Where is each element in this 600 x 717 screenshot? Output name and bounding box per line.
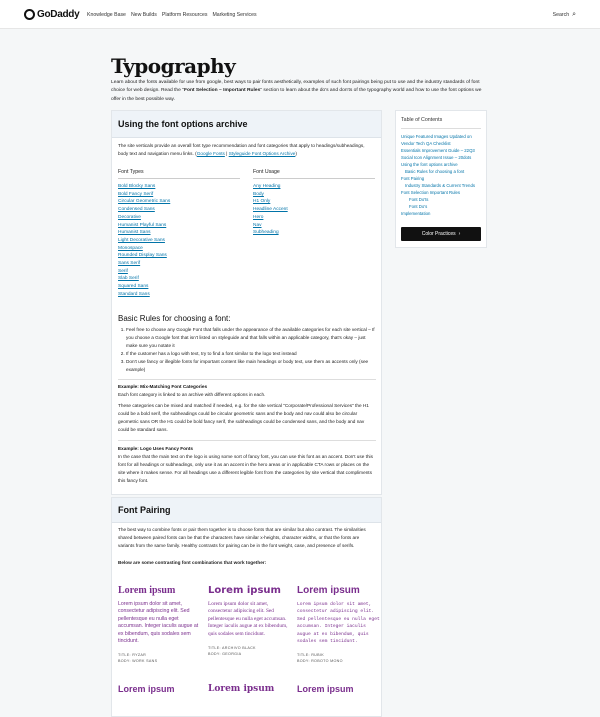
sample-title: Lorem ipsum bbox=[208, 585, 281, 596]
font-type-link[interactable]: Light Decorative Sans bbox=[118, 237, 165, 243]
sample-meta bbox=[297, 653, 381, 664]
font-archive-card bbox=[111, 110, 382, 495]
font-usage-link[interactable]: Nav bbox=[253, 222, 262, 228]
example-mix-match-para: These categories can be mixed and matched if needed, e.g. for the site vertical "Corporate/Professional Services" the H1 could be a bold serif, the subheadings could be circular geometric sans and the body and nav could also be circular geometric sans OR the H1 could be bold fancy serif, the subheadings could be condensed sans, and the body and nav could be standard sans. bbox=[118, 403, 369, 432]
godaddy-logo-icon bbox=[24, 9, 35, 20]
rule-item: 2. If the customer has a logo with text, try to find a font similar to the logo text instead bbox=[126, 350, 376, 358]
font-type-link[interactable]: Circular Geometric Sans bbox=[118, 199, 171, 205]
archive-description bbox=[118, 142, 373, 158]
pairing-sample-2 bbox=[208, 585, 292, 657]
color-practices-label: Color Practices bbox=[421, 231, 456, 237]
pairing-sample-4 bbox=[118, 684, 202, 694]
page-title: Typography bbox=[111, 54, 236, 78]
search-label: Search bbox=[552, 12, 570, 18]
table-of-contents bbox=[395, 110, 487, 248]
nav-link-new-builds[interactable]: New Builds bbox=[130, 12, 157, 18]
basic-rules-heading: Basic Rules for choosing a font: bbox=[118, 314, 231, 323]
archive-card-header bbox=[112, 111, 381, 138]
example-mix-match-title: Example: Mix-Matching Font Categories bbox=[118, 384, 208, 389]
font-type-link[interactable]: Decorative bbox=[118, 214, 141, 220]
toc-link[interactable]: Essentials Improvement Guide – 22Q3 bbox=[401, 148, 475, 153]
pairing-sample-1 bbox=[118, 585, 202, 665]
pairing-paragraph: The best way to combine fonts or pair them together is to choose fonts that are similar but also contrast. The similarities shared between paired fonts can be that the characters have similar x-heights, character widths, or that the fonts are variants from the same family. Healthy contrasts for pairing can be in the font weight, case, and presence of serifs. bbox=[118, 527, 366, 548]
font-type-link[interactable]: Sans Serif bbox=[118, 261, 141, 267]
search-button[interactable] bbox=[553, 11, 576, 19]
top-navbar bbox=[0, 0, 600, 29]
example-logo-fonts-para: In the case that the main text on the logo is using some sort of fancy font, you can use this font as an accent. Don't use this font for all headings or subheadings, only use it as an accent in the hero areas or in applicable CTA rows or places on the site where it makes sense. For all headings use a different legible font from the categories by site vertical that compliments this fancy font. bbox=[118, 454, 373, 483]
font-type-link[interactable]: Standard Sans bbox=[118, 291, 150, 297]
font-usage-link[interactable]: H1 Only bbox=[253, 199, 271, 205]
font-usage-link[interactable]: Subheading bbox=[253, 230, 279, 236]
example-mix-match bbox=[118, 383, 376, 434]
sample-meta bbox=[208, 646, 292, 657]
toc-link[interactable]: Font Do's bbox=[409, 204, 428, 209]
toc-link[interactable]: Font Do'ts bbox=[409, 197, 429, 202]
font-type-link[interactable]: Serif bbox=[118, 268, 128, 274]
logo-text: GoDaddy bbox=[37, 9, 80, 20]
nav-link-marketing-services[interactable]: Marketing Services bbox=[212, 12, 257, 18]
font-usage-link[interactable]: Any Heading bbox=[253, 184, 281, 189]
toc-link[interactable]: Implementation bbox=[401, 211, 431, 216]
archive-desc-text: The site verticals provide an overall font type recommendation and font categories that apply to headings/subheadings, body text and navigation menu links. ( bbox=[118, 143, 365, 156]
rule-item: 3. Don't use fancy or illegible fonts for important content like main headings or body text, use them as accents only (see example) bbox=[126, 358, 376, 374]
font-type-link[interactable]: Monospace bbox=[118, 245, 143, 251]
sample-body: Lorem ipsum dolor sit amet, consectetur adipiscing elit. Sed pellentesque eu nulla eget accumsan. Integer iaculis augue at ex bibendum, quis sodales sem tincidunt. bbox=[208, 601, 288, 637]
toc-link[interactable]: Industry Standards & Current Trends bbox=[405, 183, 475, 188]
toc-link[interactable]: Social Icon Alignment Issue – 20dots bbox=[401, 155, 472, 160]
toc-link[interactable]: Unique Featured Images Updated on bbox=[401, 134, 472, 139]
styleguide-archive-link[interactable]: Styleguide Font Options Archive bbox=[228, 151, 296, 156]
font-types-list bbox=[118, 183, 240, 299]
pairing-sample-3 bbox=[297, 585, 381, 665]
pairing-heading: Font Pairing bbox=[118, 505, 171, 515]
font-type-link[interactable]: Condensed Sans bbox=[118, 207, 155, 213]
page-intro bbox=[111, 79, 491, 104]
archive-desc-pipe: | bbox=[224, 151, 229, 156]
font-usage-link[interactable]: Hero bbox=[253, 214, 264, 220]
sample-title: Lorem ipsum bbox=[297, 585, 360, 596]
example-mix-match-line: Each font category is linked to an archive with different options in each. bbox=[118, 392, 266, 397]
pairing-card-header bbox=[112, 498, 381, 523]
sample-title: Lorem ipsum bbox=[118, 585, 176, 596]
font-type-link[interactable]: Bold Blocky Sans bbox=[118, 184, 156, 189]
sample-title-font: TITLE: RUBIK bbox=[297, 653, 324, 658]
color-practices-button[interactable] bbox=[401, 227, 481, 241]
intro-bold: Font Selection – Important Rules bbox=[183, 88, 261, 94]
archive-heading: Using the font options archive bbox=[118, 119, 248, 129]
archive-desc-close: ) bbox=[295, 151, 297, 156]
sample-body-font: BODY: WORK SANS bbox=[118, 659, 158, 664]
font-types-column bbox=[118, 169, 240, 299]
toc-link[interactable]: Basic Rules for choosing a font bbox=[405, 169, 465, 174]
google-fonts-link[interactable]: Google Fonts bbox=[196, 151, 225, 156]
nav-link-platform-resources[interactable]: Platform Resources bbox=[161, 12, 208, 18]
sample-body: Lorem ipsum dolor sit amet, consectetur adipiscing elit. Sed pellentesque eu nulla eget accumsan. Integer iaculis augue at ex bibendum, quis sodales sem tincidunt. bbox=[297, 602, 380, 645]
sample-title: Lorem ipsum bbox=[118, 684, 175, 694]
chevron-right-icon: › bbox=[458, 231, 461, 237]
font-type-link[interactable]: Slab Serif bbox=[118, 276, 139, 282]
toc-title: Table of Contents bbox=[401, 117, 481, 129]
godaddy-logo[interactable] bbox=[24, 9, 79, 20]
pairing-sample-6 bbox=[297, 684, 381, 694]
sample-title: Lorem ipsum bbox=[297, 684, 354, 694]
sample-body-font: BODY: ROBOTO MONO bbox=[297, 659, 343, 664]
pairing-sample-5 bbox=[208, 684, 292, 694]
toc-link[interactable]: Font Selection Important Rules bbox=[401, 190, 460, 195]
sample-meta bbox=[118, 653, 202, 664]
font-type-link[interactable]: Squared Sans bbox=[118, 284, 149, 290]
font-types-title: Font Types bbox=[118, 169, 240, 179]
intro-text-2: " section to learn about the do's and don'ts of the typography world and how to use the font options we offer in the best possible way. bbox=[111, 88, 482, 102]
divider bbox=[118, 379, 376, 380]
font-usage-title: Font Usage bbox=[253, 169, 375, 179]
nav-links bbox=[87, 12, 257, 18]
nav-link-knowledge-base[interactable]: Knowledge Base bbox=[87, 12, 126, 18]
sample-title-font: TITLE: RYZAR bbox=[118, 653, 147, 658]
font-type-link[interactable]: Humanist Sans bbox=[118, 230, 151, 236]
font-usage-link[interactable]: Body bbox=[253, 191, 264, 197]
sample-body: Lorem ipsum dolor sit amet, consectetur adipiscing elit. Sed pellentesque eu nulla eget accumsan. Integer iaculis augue at ex bibendum, quis sodales sem tincidunt. bbox=[118, 601, 199, 645]
basic-rules-list bbox=[118, 326, 376, 374]
font-type-link[interactable]: Humanist Playful Sans bbox=[118, 222, 167, 228]
divider bbox=[118, 440, 376, 441]
sample-body-font: BODY: GEORGIA bbox=[208, 651, 242, 656]
toc-link[interactable]: Vendor Tech QA Checklist bbox=[401, 141, 451, 146]
pairing-bold-line: Below are some contrasting font combinations that work together: bbox=[118, 560, 267, 565]
toc-link[interactable]: Font Pairing bbox=[401, 176, 425, 181]
font-usage-link[interactable]: Headline Accent bbox=[253, 207, 288, 213]
example-logo-fonts-title: Example: Logo Uses Fancy Fonts bbox=[118, 446, 194, 451]
rule-item: 1. Feel free to choose any Google Font that falls under the appearance of the available categories for each site vertical – If you choose a Google font that isn't listed on styleguide and that falls within an applicable category, that's okay – just make sure you notate it bbox=[126, 326, 376, 350]
sample-title-font: TITLE: ARCHIVO BLACK bbox=[208, 646, 256, 651]
font-usage-column bbox=[253, 169, 375, 237]
font-type-link[interactable]: Rounded Display Sans bbox=[118, 253, 167, 259]
toc-link[interactable]: Using the font options archive bbox=[401, 162, 458, 167]
search-icon: ⌕ bbox=[572, 11, 576, 18]
example-logo-fonts bbox=[118, 445, 376, 485]
intro-text-1: Learn about the fonts available for use from google, best ways to pair fonts aesthetically, examples of such font pairings being put to use and the industry standards of font choice for web design. Read the " bbox=[111, 80, 480, 94]
sample-title: Lorem ipsum bbox=[208, 684, 275, 694]
font-type-link[interactable]: Bold Fancy Serif bbox=[118, 191, 154, 197]
font-usage-list bbox=[253, 183, 375, 237]
